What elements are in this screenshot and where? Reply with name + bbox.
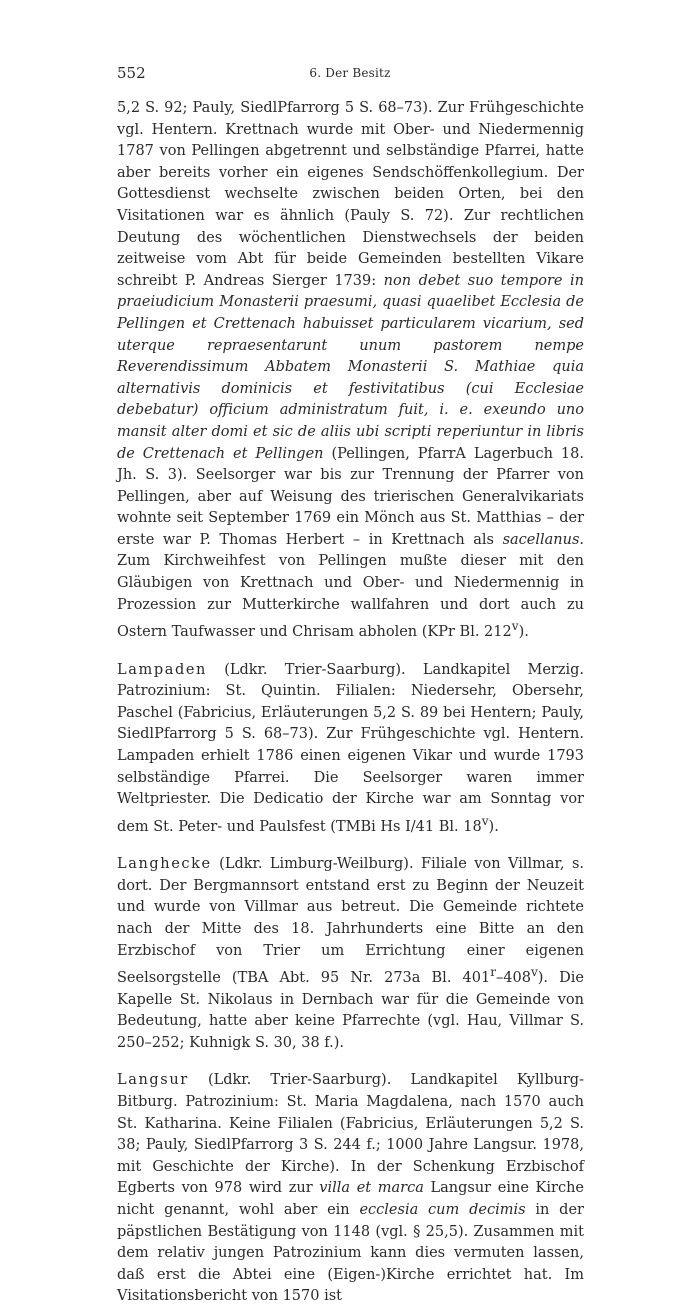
text-run: (Ldkr. Trier-Saarburg). Landkapitel Merzig. Patrozinium: St. Quintin. Filialen: Niedersehr, Obersehr, Paschel (Fabricius, Erläuterungen 5,2 S. 89 bei Hentern; Pauly, SiedlPfarrorg 5 S. 68–73). Zur Frühgeschichte vgl. Hentern. Lampaden erhielt 1786 einen eigenen Vikar und wurde 1793 selbständige Pfarrei. Die Seelsorger waren immer Weltpriester. Die Dedicatio der Kirche war am Sonntag vor dem St. Peter- und Paulsfest (TMBi Hs I/41 Bl. 18 (117, 661, 584, 835)
running-head: 6. Der Besitz (309, 66, 391, 80)
text-run: –408 (496, 970, 531, 987)
latin-term: sacellanus (502, 531, 580, 548)
paragraph-langhecke (117, 854, 584, 1054)
paragraph-krettnach (117, 98, 584, 644)
entry-name-langsur: Langsur (117, 1072, 189, 1089)
text-run: . Zum Kirchweihfest von Pellingen mußte dieser mit den Gläubigen von Krettnach und Ober- und Niedermennig in Prozession zur Mutterkirche wallfahren und dort auch zu Ostern Taufwasser und Chrisam abholen (KPr Bl. 212 (117, 531, 584, 641)
folio-superscript: v (511, 619, 519, 634)
paragraph-langsur (117, 1070, 584, 1308)
page-number: 552 (117, 64, 146, 82)
text-run: Langsur eine Kirche nicht genannt, wohl aber ein (117, 1180, 584, 1218)
text-run: (Ldkr. Trier-Saarburg). Landkapitel Kyllburg-Bitburg. Patrozinium: St. Maria Magdalena, nach 1570 auch St. Katharina. Keine Filialen (Fabricius, Erläuterungen 5,2 S. 38; Pauly, SiedlPfarrorg 3 S. 244 f.; 1000 Jahre Langsur. 1978, mit Geschichte der Kirche). In der Schenkung Erzbischof Egberts von 978 wird zur (117, 1072, 584, 1197)
entry-name-lampaden: Lampaden (117, 661, 207, 678)
folio-superscript: r (490, 965, 496, 980)
text-run: ). Die Kapelle St. Nikolaus in Dernbach war für die Gemeinde von Bedeutung, hatte aber keine Pfarrechte (vgl. Hau, Villmar S. 250–252; Kuhnigk S. 30, 38 f.). (117, 970, 584, 1051)
entry-name-langhecke: Langhecke (117, 856, 212, 873)
latin-quotation: non debet suo tempore in praeiudicium Monasterii praesumi, quasi quaelibet Ecclesia de Pellingen et Crettenach habuisset particularem vicarium, sed uterque repraesentarunt unum pastorem nempe Reverendissimum Abbatem Monasterii S. Mathiae quia alternativis dominicis et festivitatibus (cui Ecclesiae debebatur) officium administratum fuit, i. e. exeundo uno mansit alter domi et sic de aliis ubi scripti reperiuntur in libris de Crettenach et Pellingen (117, 272, 584, 462)
text-run: (Ldkr. Limburg-Weilburg). Filiale von Villmar, s. dort. Der Bergmannsort entstand erst zu Beginn der Neuzeit und wurde von Villmar aus betreut. Die Gemeinde richtete nach der Mitte des 18. Jahrhunderts eine Bitte an den Erzbischof von Trier um Errichtung einer eigenen Seelsorgstelle (TBA Abt. 95 Nr. 273a Bl. 401 (117, 856, 584, 987)
folio-superscript: v (530, 965, 538, 980)
body-text (117, 98, 584, 1308)
paragraph-lampaden (117, 660, 584, 839)
page-header (117, 64, 583, 84)
text-run: (Pellingen, PfarrA Lagerbuch 18. Jh. S. 3). Seelsorger war bis zur Trennung der Pfarrer von Pellingen, aber auf Weisung des trierischen Generalvikariats wohnte seit September 1769 ein Mönch aus St. Matthias – der erste war P. Thomas Herbert – in Krettnach als (117, 445, 584, 548)
text-run: 5,2 S. 92; Pauly, SiedlPfarrorg 5 S. 68–73). Zur Frühgeschichte vgl. Hentern. Krettnach wurde mit Ober- und Niedermennig 1787 von Pellingen abgetrennt und selbständige Pfarrei, hatte aber bereits vorher ein eigenes Sendschöffenkollegium. Der Gottesdienst wechselte zwischen beiden Orten, bei den Visitationen war es ähnlich (Pauly S. 72). Zur rechtlichen Deutung des wöchentlichen Dienstwechsels der beiden zeitweise vom Abt für beide Gemeinden bestellten Vikare schreibt P. Andreas Sierger 1739: (117, 100, 584, 289)
text-run: ). (518, 624, 529, 641)
folio-superscript: v (481, 813, 489, 828)
text-run: in der päpstlichen Bestätigung von 1148 (vgl. § 25,5). Zusammen mit dem relativ jungen Patrozinium kann dies vermuten lassen, daß erst die Abtei eine (Eigen-)Kirche errichtet hat. Im Visitationsbericht von 1570 ist (117, 1201, 584, 1305)
latin-term: villa et marca (319, 1180, 424, 1197)
text-run: ). (488, 818, 499, 835)
latin-term: ecclesia cum decimis (359, 1201, 526, 1218)
